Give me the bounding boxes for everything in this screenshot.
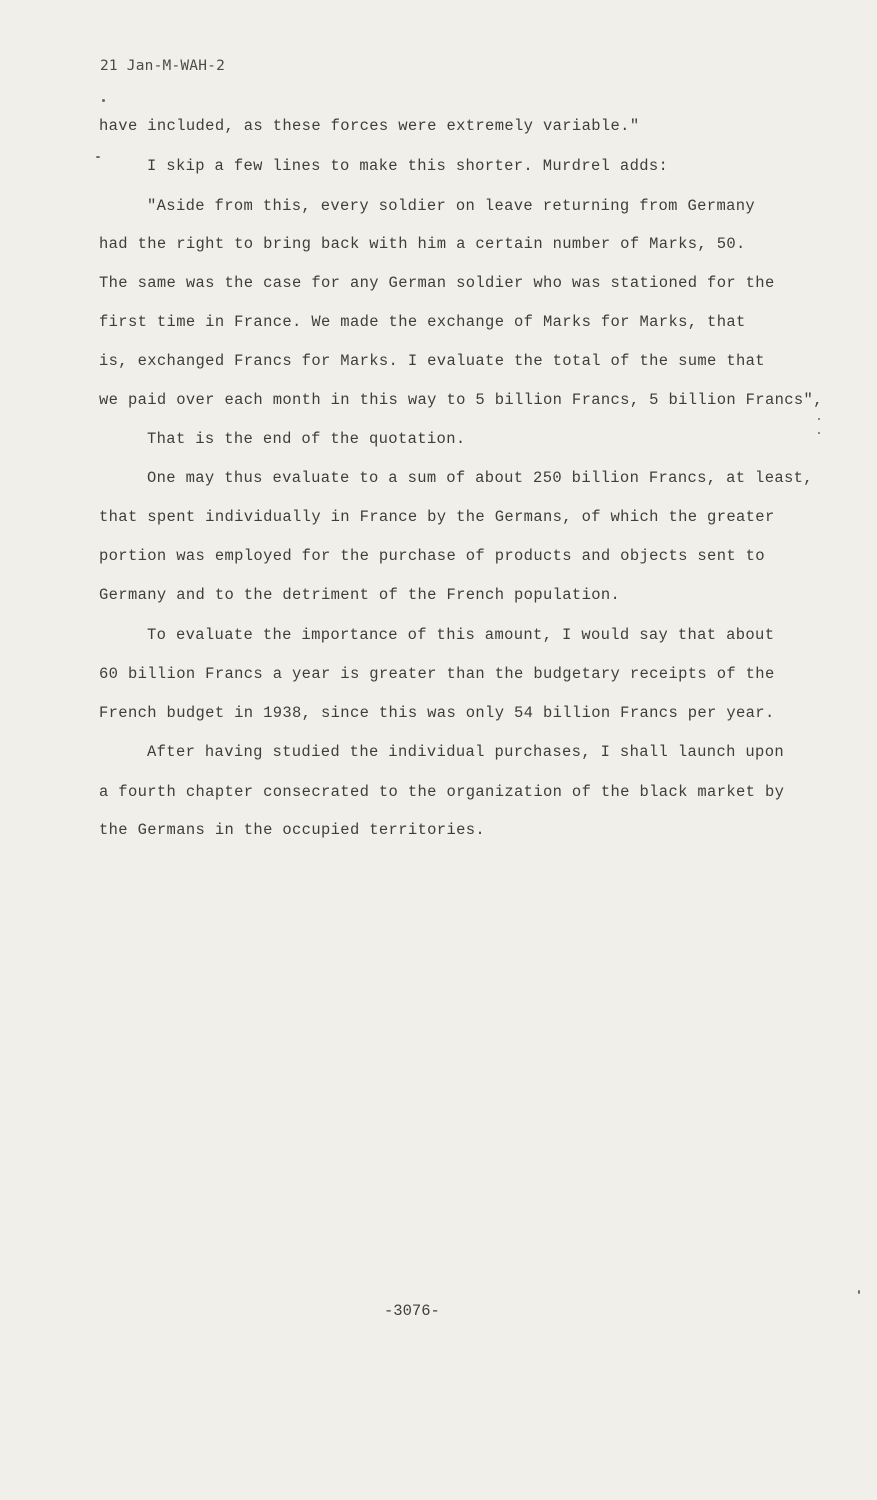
text-line: is, exchanged Francs for Marks. I evaluate the total of the sume that <box>99 352 765 370</box>
text-line: Germany and to the detriment of the French population. <box>99 586 621 604</box>
text-line: the Germans in the occupied territories. <box>99 821 486 839</box>
text-line: "Aside from this, every soldier on leave returning from Germany <box>147 197 756 215</box>
text-line: had the right to bring back with him a certain number of Marks, 50. <box>99 235 746 253</box>
text-line: French budget in 1938, since this was only 54 billion Francs per year. <box>99 704 775 722</box>
text-line: I skip a few lines to make this shorter. Murdrel adds: <box>147 157 669 175</box>
text-line: After having studied the individual purchases, I shall launch upon <box>147 743 784 761</box>
page-number: -3076- <box>384 1302 440 1320</box>
ink-speck <box>102 99 105 102</box>
text-line: we paid over each month in this way to 5 billion Francs, 5 billion Francs", <box>99 391 823 409</box>
ink-speck <box>858 1290 860 1294</box>
document-reference: 21 Jan-M-WAH-2 <box>100 58 226 74</box>
text-line: first time in France. We made the exchange of Marks for Marks, that <box>99 313 746 331</box>
ink-speck <box>96 156 100 158</box>
text-line: 60 billion Francs a year is greater than the budgetary receipts of the <box>99 665 775 683</box>
text-line: The same was the case for any German soldier who was stationed for the <box>99 274 775 292</box>
text-line: To evaluate the importance of this amount, I would say that about <box>147 626 775 644</box>
ink-speck <box>818 432 820 434</box>
text-line: One may thus evaluate to a sum of about 250 billion Francs, at least, <box>147 469 813 487</box>
text-line: a fourth chapter consecrated to the organization of the black market by <box>99 783 785 801</box>
ink-speck <box>818 418 820 420</box>
text-line: portion was employed for the purchase of products and objects sent to <box>99 547 765 565</box>
text-line: That is the end of the quotation. <box>147 430 466 448</box>
text-line: that spent individually in France by the Germans, of which the greater <box>99 508 775 526</box>
text-line: have included, as these forces were extremely variable." <box>99 117 640 135</box>
